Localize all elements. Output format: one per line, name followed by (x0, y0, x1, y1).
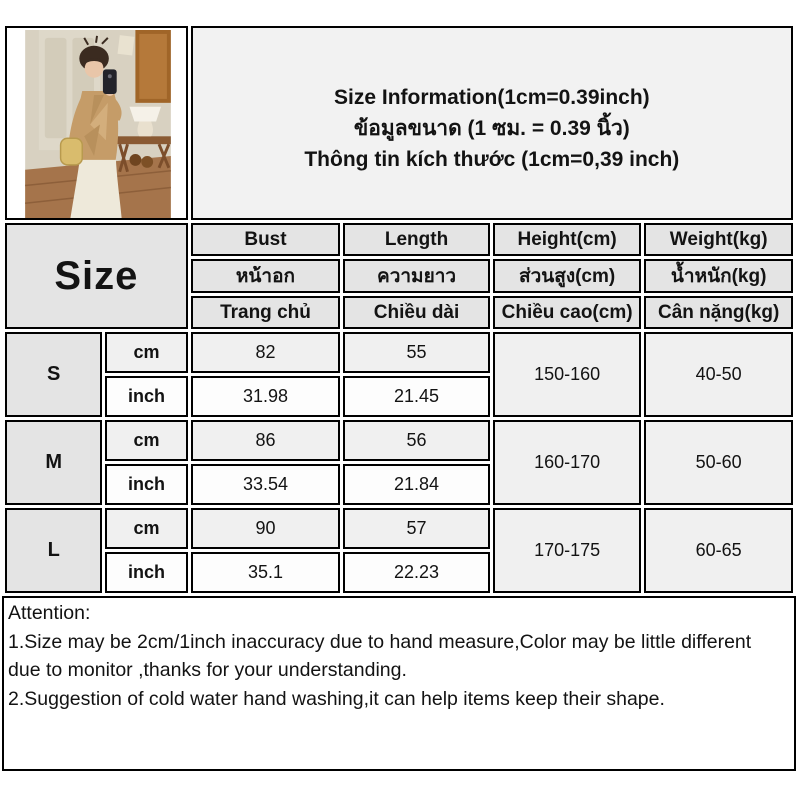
unit-label-cm: cm (105, 420, 187, 461)
size-label-m: M (5, 420, 102, 505)
header-weight-vi: Cân nặng(kg) (644, 296, 793, 329)
bust-value-m-cm: 86 (191, 420, 341, 461)
weight-range-s: 40-50 (644, 332, 793, 417)
height-range-m: 160-170 (493, 420, 642, 505)
title-line-vietnamese: Thông tin kích thước (1cm=0,39 inch) (304, 147, 680, 171)
bust-value-s-cm: 82 (191, 332, 341, 373)
attention-heading: Attention: (8, 602, 91, 624)
header-weight-th: น้ำหนัก(kg) (644, 259, 793, 293)
size-chart-sheet (2, 23, 796, 771)
product-photo (24, 30, 172, 218)
height-range-s: 150-160 (493, 332, 642, 417)
bust-value-l-inch: 35.1 (191, 552, 341, 593)
length-value-m-inch: 21.84 (343, 464, 490, 505)
header-weight-en: Weight(kg) (644, 223, 793, 256)
header-bust-en: Bust (191, 223, 341, 256)
header-row-english (5, 223, 793, 256)
table-row-m-cm (5, 420, 793, 461)
header-height-en: Height(cm) (493, 223, 642, 256)
header-banner-row (5, 26, 793, 220)
header-length-th: ความยาว (343, 259, 490, 293)
unit-label-cm: cm (105, 508, 187, 549)
table-row-s-cm (5, 332, 793, 373)
length-value-s-inch: 21.45 (343, 376, 490, 417)
header-height-th: ส่วนสูง(cm) (493, 259, 642, 293)
length-value-l-cm: 57 (343, 508, 490, 549)
photo-cell (5, 26, 188, 220)
header-length-vi: Chiều dài (343, 296, 490, 329)
attention-box (2, 596, 796, 771)
header-bust-vi: Trang chủ (191, 296, 341, 329)
height-range-l: 170-175 (493, 508, 642, 593)
unit-label-inch: inch (105, 464, 187, 505)
unit-label-cm: cm (105, 332, 187, 373)
length-value-m-cm: 56 (343, 420, 490, 461)
table-row-l-cm (5, 508, 793, 549)
unit-label-inch: inch (105, 376, 187, 417)
attention-note-1: 1.Size may be 2cm/1inch inaccuracy due to hand measure,Color may be little different due to monitor ,thanks for your understanding. (8, 630, 752, 681)
size-label-l: L (5, 508, 102, 593)
length-value-l-inch: 22.23 (343, 552, 490, 593)
title-line-thai: ข้อมูลขนาด (1 ซม. = 0.39 นิ้ว) (353, 116, 630, 140)
length-value-s-cm: 55 (343, 332, 490, 373)
size-label-s: S (5, 332, 102, 417)
title-cell (191, 26, 793, 220)
weight-range-l: 60-65 (644, 508, 793, 593)
bust-value-m-inch: 33.54 (191, 464, 341, 505)
header-length-en: Length (343, 223, 490, 256)
title-line-english: Size Information(1cm=0.39inch) (334, 85, 650, 109)
bust-value-s-inch: 31.98 (191, 376, 341, 417)
attention-note-2: 2.Suggestion of cold water hand washing,it can help items keep their shape. (8, 687, 665, 710)
bust-value-l-cm: 90 (191, 508, 341, 549)
size-corner-label: Size (5, 223, 188, 329)
header-height-vi: Chiều cao(cm) (493, 296, 642, 329)
unit-label-inch: inch (105, 552, 187, 593)
header-bust-th: หน้าอก (191, 259, 341, 293)
size-table (2, 23, 796, 596)
weight-range-m: 50-60 (644, 420, 793, 505)
